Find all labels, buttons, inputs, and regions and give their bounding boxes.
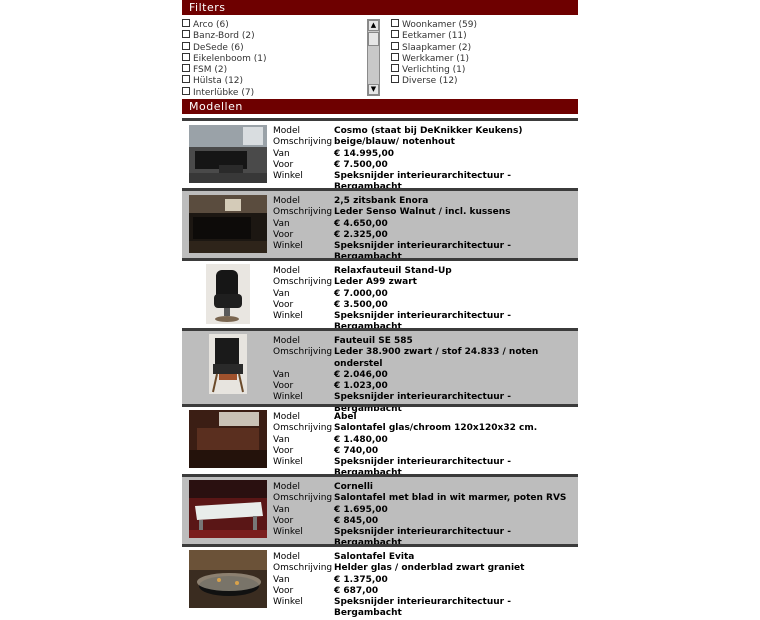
product-winkel: Speksnijder interieurarchitectuur - Bergambacht [334, 241, 511, 263]
product-desc: Leder A99 zwart [334, 277, 417, 288]
product-voor-line [273, 446, 573, 457]
filter-brand-hulsta[interactable]: Hülsta (12) [182, 75, 366, 86]
field-label: Voor [273, 159, 294, 170]
product-van: € 1.375,00 [334, 574, 388, 585]
product-voor-line [273, 586, 573, 597]
checkbox[interactable] [182, 53, 190, 61]
scroll-down-icon[interactable]: ▼ [368, 84, 379, 95]
product-model: Relaxfauteuil Stand-Up [334, 266, 452, 276]
product-info [273, 196, 573, 264]
product-van: € 7.000,00 [334, 288, 388, 299]
product-desc-line [273, 137, 573, 148]
product-winkel-line [273, 597, 573, 620]
product-row[interactable] [182, 544, 578, 619]
checkbox[interactable] [182, 30, 190, 38]
filter-brand-fsm[interactable]: FSM (2) [182, 64, 366, 75]
filter-brand-banz-bord[interactable]: Banz-Bord (2) [182, 30, 366, 41]
field-label: Model [273, 552, 301, 562]
product-model: Fauteuil SE 585 [334, 336, 413, 346]
field-label: Omschrijving [273, 493, 333, 504]
field-label: Voor [273, 229, 294, 240]
product-van-line [273, 575, 573, 586]
checkbox[interactable] [182, 75, 190, 83]
field-label: Omschrijving [273, 423, 333, 434]
product-list [182, 118, 578, 619]
field-label: Model [273, 196, 301, 206]
field-label: Omschrijving [273, 277, 333, 288]
filter-room-slaapkamer[interactable]: Slaapkamer (2) [391, 42, 571, 53]
field-label: Model [273, 266, 301, 276]
filter-room-eetkamer[interactable]: Eetkamer (11) [391, 30, 571, 41]
checkbox[interactable] [182, 19, 190, 27]
product-van-line [273, 219, 573, 230]
product-desc-line [273, 423, 573, 434]
product-winkel: Speksnijder interieurarchitectuur - [334, 457, 511, 468]
field-label: Model [273, 412, 301, 422]
field-label: Winkel [273, 171, 303, 182]
brand-list-scrollbar[interactable] [367, 19, 380, 96]
page-content [182, 0, 578, 619]
product-van-line [273, 289, 573, 300]
product-van: € 2.046,00 [334, 369, 388, 380]
product-row[interactable] [182, 474, 578, 549]
product-info [273, 552, 573, 620]
product-desc: Salontafel glas/chroom 120x120x32 cm. [334, 423, 538, 434]
field-label: Winkel [273, 527, 303, 538]
product-winkel: Speksnijder interieurarchitectuur - [334, 311, 511, 322]
product-voor: € 2.325,00 [334, 229, 388, 240]
field-label: Van [273, 369, 290, 380]
filter-brand-desede[interactable]: DeSede (6) [182, 42, 366, 53]
field-label: Omschrijving [273, 137, 333, 148]
field-label: Van [273, 504, 290, 515]
checkbox[interactable] [391, 42, 399, 50]
product-van-line [273, 370, 573, 381]
field-label: Voor [273, 515, 294, 526]
checkbox[interactable] [391, 75, 399, 83]
checkbox[interactable] [391, 53, 399, 61]
product-image[interactable] [189, 550, 267, 608]
product-van: € 14.995,00 [334, 148, 395, 159]
field-label: Omschrijving [273, 347, 333, 358]
scrollbar-thumb[interactable] [368, 32, 379, 46]
product-desc-line [273, 277, 573, 288]
product-desc-line [273, 563, 573, 574]
product-voor: € 7.500,00 [334, 159, 388, 170]
filters-header: Filters [182, 0, 578, 15]
product-desc-line [273, 207, 573, 218]
product-van-line [273, 149, 573, 160]
filter-room-diverse[interactable]: Diverse (12) [391, 75, 571, 86]
product-van: € 1.480,00 [334, 434, 388, 445]
product-desc-line [273, 347, 573, 370]
product-desc-line [273, 493, 573, 504]
product-model-line [273, 482, 573, 493]
field-label: Winkel [273, 241, 303, 252]
checkbox[interactable] [391, 19, 399, 27]
field-label: Voor [273, 445, 294, 456]
field-label: Van [273, 434, 290, 445]
product-row[interactable] [182, 188, 578, 263]
product-model: Cornelli [334, 482, 373, 492]
product-image[interactable] [209, 334, 247, 394]
product-image[interactable] [189, 410, 267, 468]
field-label: Omschrijving [273, 563, 333, 574]
product-row[interactable] [182, 118, 578, 188]
filter-room-werkkamer[interactable]: Werkkamer (1) [391, 53, 571, 64]
product-model-line [273, 196, 573, 207]
product-row[interactable] [182, 404, 578, 474]
product-model-line [273, 412, 573, 423]
field-label: Van [273, 148, 290, 159]
field-label: Model [273, 126, 301, 136]
checkbox[interactable] [182, 87, 190, 95]
product-voor: € 687,00 [334, 585, 379, 596]
field-label: Voor [273, 299, 294, 310]
models-header: Modellen [182, 99, 578, 114]
product-model: Abel [334, 412, 357, 422]
field-label: Winkel [273, 392, 303, 403]
checkbox[interactable] [391, 64, 399, 72]
product-van-line [273, 435, 573, 446]
product-winkel: Speksnijder interieurarchitectuur - Bergambacht [334, 527, 511, 549]
product-voor: € 3.500,00 [334, 299, 388, 310]
field-label: Winkel [273, 311, 303, 322]
product-image[interactable] [189, 195, 267, 253]
product-voor-line [273, 160, 573, 171]
product-van: € 4.650,00 [334, 218, 388, 229]
product-van: € 1.695,00 [334, 504, 388, 515]
product-model-line [273, 552, 573, 563]
field-label: Van [273, 574, 290, 585]
room-filter-list [391, 19, 571, 87]
product-model: 2,5 zitsbank Enora [334, 196, 429, 206]
field-label: Model [273, 482, 301, 492]
product-info [273, 482, 573, 550]
product-image[interactable] [189, 480, 267, 538]
field-label: Van [273, 218, 290, 229]
product-model: Salontafel Evita [334, 552, 415, 562]
field-label: Model [273, 336, 301, 346]
brand-filter-list[interactable] [182, 19, 366, 98]
product-voor-line [273, 381, 573, 392]
product-voor-line [273, 300, 573, 311]
product-voor: € 740,00 [334, 445, 379, 456]
filter-brand-eikelenboom[interactable]: Eikelenboom (1) [182, 53, 366, 64]
product-model-line [273, 266, 573, 277]
filter-room-woonkamer[interactable]: Woonkamer (59) [391, 19, 571, 30]
product-desc: Helder glas / onderblad zwart graniet [334, 563, 525, 574]
field-label: Voor [273, 585, 294, 596]
field-label: Omschrijving [273, 207, 333, 218]
product-row[interactable] [182, 258, 578, 328]
product-model: Cosmo (staat bij DeKnikker Keukens) [334, 126, 523, 136]
field-label: Winkel [273, 457, 303, 468]
checkbox[interactable] [182, 42, 190, 50]
product-van-line [273, 505, 573, 516]
filter-brand-arco[interactable]: Arco (6) [182, 19, 366, 30]
product-desc: beige/blauw/ notenhout [334, 137, 455, 148]
filter-room-verlichting[interactable]: Verlichting (1) [391, 64, 571, 75]
field-label: Voor [273, 381, 294, 392]
product-winkel: Speksnijder interieurarchitectuur - [334, 171, 511, 182]
product-voor-line [273, 516, 573, 527]
product-desc: Salontafel met blad in wit marmer, poten RVS [334, 493, 567, 504]
product-winkel: Speksnijder interieurarchitectuur - Bergambacht [334, 597, 511, 619]
field-label: Van [273, 288, 290, 299]
product-info [273, 266, 573, 334]
product-model-line [273, 126, 573, 137]
product-info [273, 412, 573, 480]
product-voor: € 845,00 [334, 515, 379, 526]
filter-brand-interlubke[interactable]: Interlübke (7) [182, 87, 366, 98]
product-desc: Leder Senso Walnut / incl. kussens [334, 207, 511, 218]
product-winkel: Speksnijder interieurarchitectuur - Bergambacht [334, 392, 511, 414]
product-image[interactable] [189, 125, 267, 183]
product-row[interactable] [182, 328, 578, 414]
filters-panel [182, 15, 578, 98]
product-info [273, 126, 573, 194]
product-desc: Leder 38.900 zwart / stof 24.833 / noten onderstel [334, 347, 539, 369]
product-model-line [273, 336, 573, 347]
product-image[interactable] [206, 264, 250, 324]
scroll-up-icon[interactable]: ▲ [368, 20, 379, 31]
product-voor-line [273, 230, 573, 241]
product-voor: € 1.023,00 [334, 381, 388, 392]
checkbox[interactable] [182, 64, 190, 72]
checkbox[interactable] [391, 30, 399, 38]
field-label: Winkel [273, 597, 303, 608]
